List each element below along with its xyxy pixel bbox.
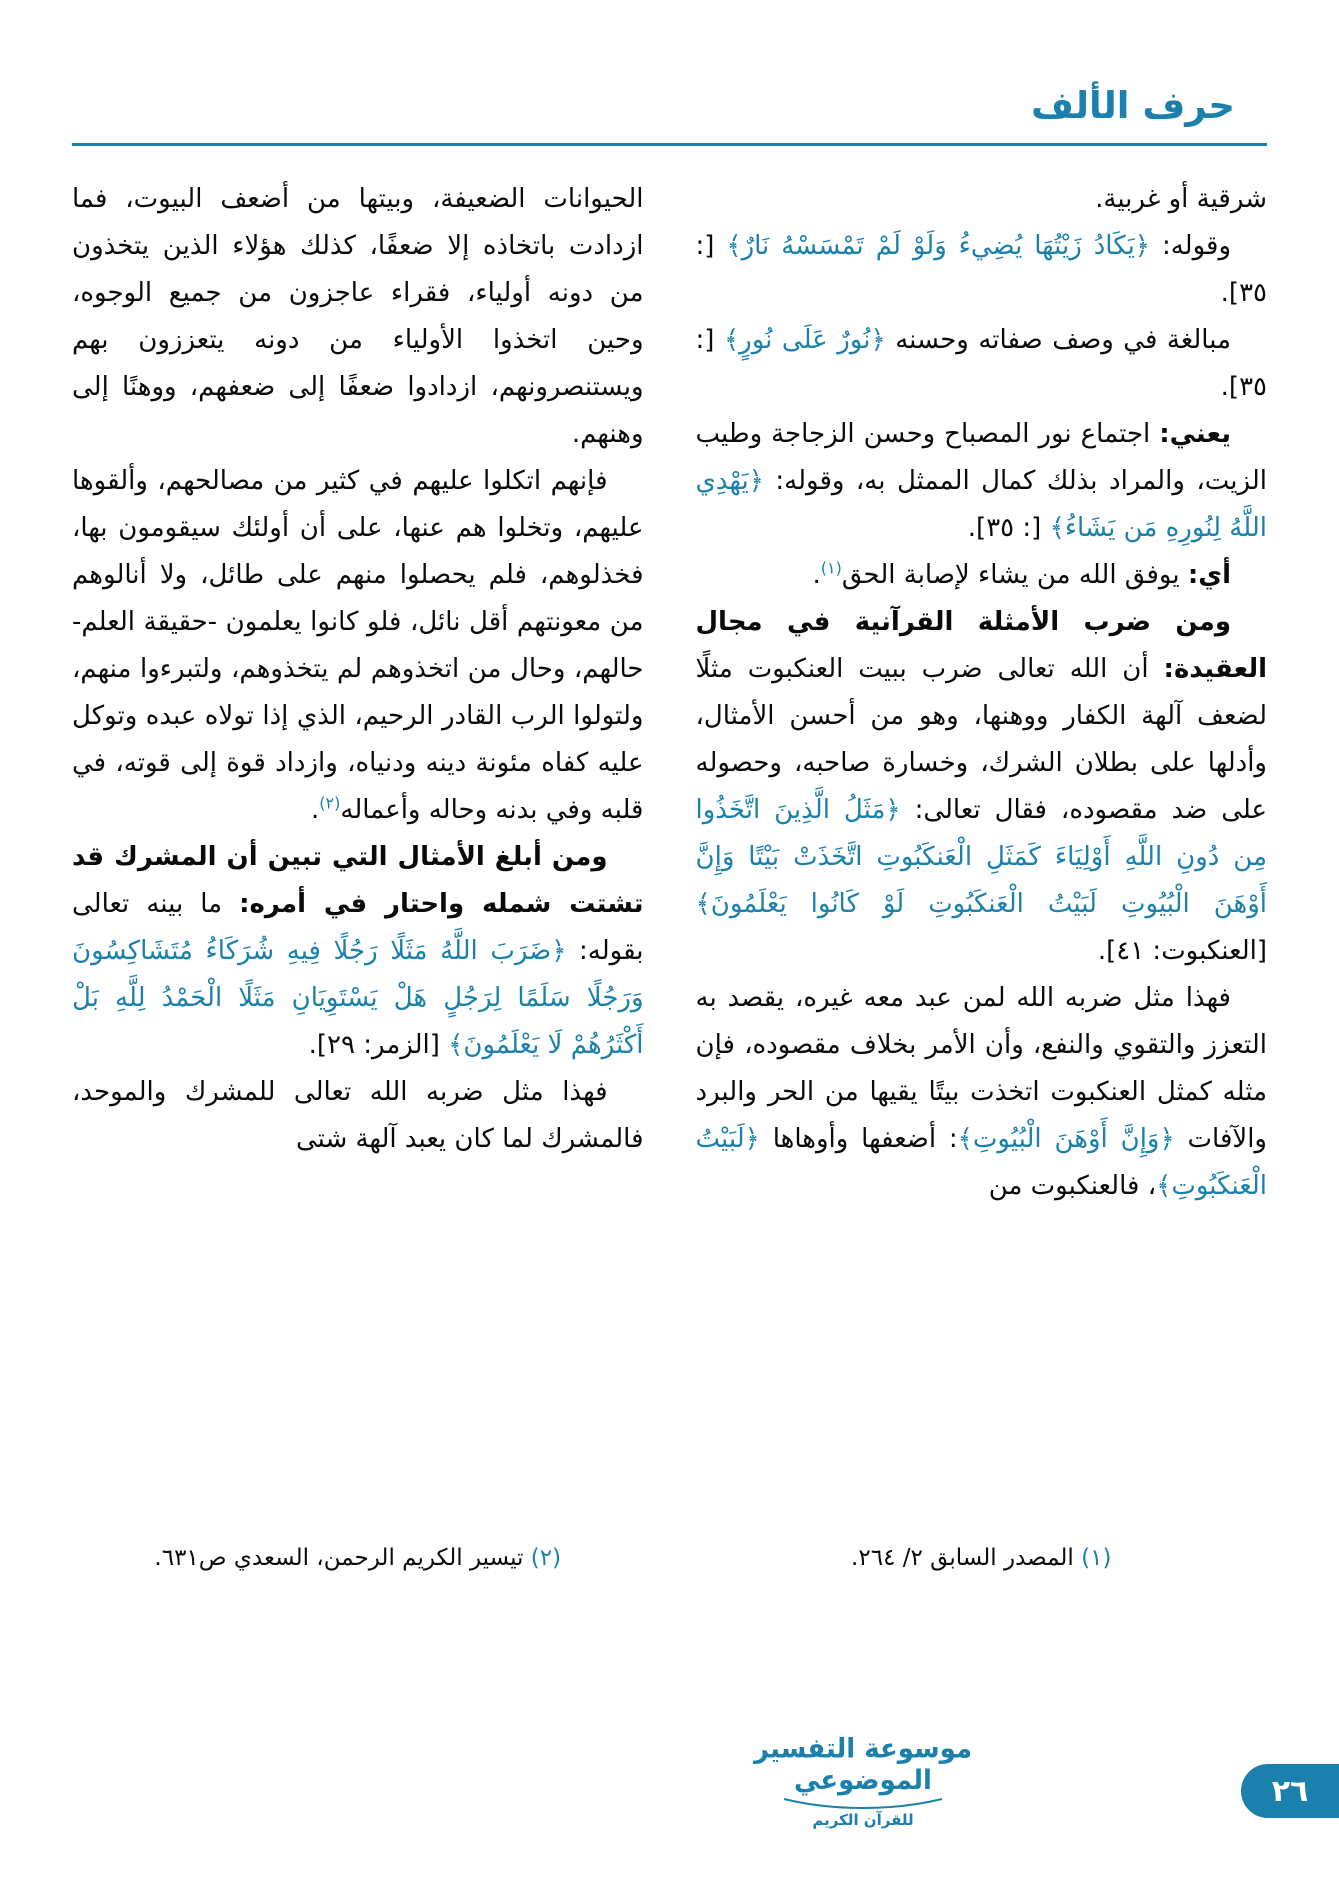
- paragraph: [696, 599, 1268, 975]
- chapter-title: حرف الألف: [1031, 84, 1235, 127]
- text-run: اجتماع نور المصباح وحسن الزجاجة وطيب الزيت، والمراد بذلك كمال الممثل به، وقوله:: [695, 419, 1267, 496]
- quran-quote: ﴿وَإِنَّ أَوْهَنَ الْبُيُوتِ﴾: [957, 1124, 1175, 1154]
- footnote-2: [72, 1545, 644, 1571]
- text-run: يعني:: [1159, 419, 1231, 449]
- text-run: يوفق الله من يشاء لإصابة الحق: [841, 560, 1188, 590]
- page-number: ٢٦: [1271, 1773, 1309, 1809]
- text-run: ما بينه تعالى بقوله:: [72, 889, 644, 966]
- page-number-badge: [1241, 1764, 1339, 1818]
- footnote-2-text: تيسير الكريم الرحمن، السعدي ص٦٣١.: [154, 1545, 531, 1571]
- paragraph: [696, 411, 1268, 552]
- logo-subtitle: للقرآن الكريم: [812, 1810, 914, 1829]
- footnote-1: [696, 1545, 1268, 1571]
- logo-flourish-icon: [778, 1796, 948, 1810]
- text-columns: [0, 146, 1339, 1508]
- text-run: أن الله تعالى ضرب ببيت العنكبوت مثلًا لضعف آلهة الكفار ووهنها، وهو من أحسن الأمثال، وأدلها على بطلان الشرك، وخسارة صاحبه، وحصوله على ضد مقصوده، فقال تعالى:: [695, 654, 1268, 825]
- quran-quote: ﴿نُورٌ عَلَى نُورٍ﴾: [723, 325, 886, 355]
- text-run: ، فالعنكبوت من: [988, 1171, 1157, 1201]
- footnote-2-marker: (٢): [530, 1545, 562, 1571]
- paragraph: [72, 458, 644, 834]
- chapter-header: [0, 0, 1339, 127]
- paragraph: [72, 834, 644, 1069]
- text-run: .: [311, 795, 320, 825]
- paragraph: [696, 552, 1268, 599]
- paragraph: [696, 223, 1268, 317]
- footnotes: [72, 1545, 1267, 1571]
- paragraph: [72, 1069, 644, 1163]
- text-run: وقوله:: [1150, 231, 1231, 261]
- publisher-logo: [753, 1733, 973, 1829]
- column-right: [696, 176, 1268, 1508]
- text-run: فإنهم اتكلوا عليهم في كثير من مصالحهم، وألقوها عليهم، وتخلوا هم عنها، على أن أولئك سيقومون بها، فخذلوهم، فلم يحصلوا منهم على طائل، ولا أنالوهم من معونتهم أقل نائل، فلو كانوا يعلمون -حقيقة العلم- حالهم، وحال من اتخذوهم لم يتخذوهم، ولتبرءوا منهم، ولتولوا الرب القادر الرحيم، الذي إذا تولاه عبده وتوكل عليه كفاه مئونة دينه ودنياه، وازداد قوة إلى قوته، في قلبه وفي بدنه وحاله وأعماله: [72, 466, 644, 825]
- text-run: فهذا مثل ضربه الله لمن عبد معه غيره، يقصد به التعزز والتقوي والنفع، وأن الأمر بخلاف مقصوده، فإن مثله كمثل العنكبوت اتخذت بيتًا يقيها من الحر والبرد والآفات: [695, 983, 1267, 1154]
- text-run: ومن ضرب الأمثلة القرآنية في مجال العقيدة:: [695, 607, 1267, 684]
- paragraph: [696, 176, 1268, 223]
- paragraph: [696, 975, 1268, 1210]
- text-run: [العنكبوت: ٤١].: [1097, 936, 1267, 966]
- text-run: [الزمر: ٢٩].: [308, 1030, 449, 1060]
- text-run: ومن أبلغ الأمثال التي تبين أن المشرك قد تشتت شمله واحتار في أمره:: [72, 842, 644, 919]
- quran-quote: ﴿مَثَلُ الَّذِينَ اتَّخَذُوا مِن دُونِ اللَّهِ أَوْلِيَاءَ كَمَثَلِ الْعَنكَبُوتِ اتَّخَذَتْ بَيْتًا وَإِنَّ أَوْهَنَ الْبُيُوتِ لَبَيْتُ الْعَنكَبُوتِ لَوْ كَانُوا يَعْلَمُونَ﴾: [695, 795, 1267, 919]
- text-run: .: [812, 560, 821, 590]
- paragraph: [696, 317, 1268, 411]
- column-left: [72, 176, 644, 1508]
- text-run: مبالغة في وصف صفاته وحسنه: [885, 325, 1231, 355]
- footnote-1-marker: (١): [1081, 1545, 1112, 1571]
- text-run: فهذا مثل ضربه الله تعالى للمشرك والموحد، فالمشرك لما كان يعبد آلهة شتى: [72, 1077, 644, 1154]
- quran-quote: ﴿يَكَادُ زَيْتُهَا يُضِيءُ وَلَوْ لَمْ تَمْسَسْهُ نَارٌ﴾: [726, 231, 1151, 261]
- footnote-ref: (٢): [319, 793, 341, 813]
- text-run: [: ٣٥].: [967, 513, 1050, 543]
- text-run: [: ٣٥].: [695, 325, 1267, 402]
- text-run: أي:: [1187, 560, 1231, 590]
- footnote-ref: (١): [820, 558, 842, 578]
- text-run: [: ٣٥].: [695, 231, 1267, 308]
- quran-quote: ﴿ضَرَبَ اللَّهُ مَثَلًا رَجُلًا فِيهِ شُرَكَاءُ مُتَشَاكِسُونَ وَرَجُلًا سَلَمًا لِرَجُلٍ هَلْ يَسْتَوِيَانِ مَثَلًا الْحَمْدُ لِلَّهِ بَلْ أَكْثَرُهُمْ لَا يَعْلَمُونَ﴾: [72, 936, 644, 1060]
- text-run: : أضعفها وأوهاها: [759, 1124, 958, 1154]
- quran-quote: ﴿يَهْدِي اللَّهُ لِنُورِهِ مَن يَشَاءُ﴾: [695, 466, 1267, 543]
- quran-quote: ﴿لَبَيْتُ الْعَنكَبُوتِ﴾: [695, 1124, 1267, 1201]
- paragraph: [72, 176, 644, 458]
- text-run: الحيوانات الضعيفة، وبيتها من أضعف البيوت، فما ازدادت باتخاذه إلا ضعفًا، كذلك هؤلاء الذين يتخذون من دونه أولياء، فقراء عاجزون من جميع الوجوه، وحين اتخذوا الأولياء من دونه يتعززون بهم ويستنصرونهم، ازدادوا ضعفًا إلى ضعفهم، ووهنًا إلى وهنهم.: [72, 184, 644, 449]
- footnote-1-text: المصدر السابق ٢/ ٢٦٤.: [851, 1545, 1082, 1571]
- logo-title: موسوعة التفسير الموضوعي: [753, 1733, 973, 1797]
- text-run: شرقية أو غربية.: [1095, 184, 1267, 214]
